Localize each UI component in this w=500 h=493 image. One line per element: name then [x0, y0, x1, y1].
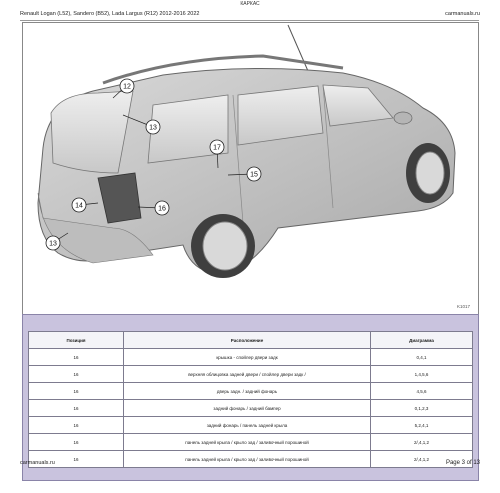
cell-location: задний фонарь / панель задней крыла [124, 417, 371, 434]
cell-diagram: 0,4,1 [371, 349, 473, 366]
column-header-position: Позиция [29, 332, 124, 349]
callout-label: 13 [149, 124, 157, 132]
table-header-row [29, 332, 473, 349]
cell-location: панель задней крыла / крыло зад / заливочный порошиной [124, 434, 371, 451]
table-row [29, 366, 473, 383]
page-number: Page 3 of 13 [445, 460, 480, 466]
footer-site-link[interactable]: carmanuals.ru [20, 460, 55, 466]
callout-label: 15 [250, 171, 258, 179]
header-divider [20, 20, 479, 21]
car-illustration-frame [22, 22, 479, 316]
cell-diagram: 1,4,5,6 [371, 366, 473, 383]
table-row [29, 434, 473, 451]
table-row [29, 349, 473, 366]
sealant-table-panel [22, 314, 479, 481]
callout-label: 17 [213, 144, 221, 152]
cell-position: 16 [29, 451, 124, 468]
cell-location: крышка - спойлер двери задк [124, 349, 371, 366]
cell-diagram: 2/,4,1,2 [371, 434, 473, 451]
cell-position: 16 [29, 349, 124, 366]
doc-header-site: carmanuals.ru [445, 11, 480, 17]
table-row [29, 400, 473, 417]
callout-label: 12 [123, 83, 131, 91]
sealant-table [28, 331, 473, 468]
cell-position: 16 [29, 366, 124, 383]
callout-label: 14 [75, 202, 83, 210]
column-header-location: Расположение [124, 332, 371, 349]
table-row [29, 383, 473, 400]
table-row [29, 451, 473, 468]
callout-label: 13 [49, 240, 57, 248]
cell-position: 16 [29, 434, 124, 451]
car-illustration [23, 23, 478, 315]
column-header-diagram: Диаграмма [371, 332, 473, 349]
cell-position: 16 [29, 417, 124, 434]
cell-location: задний фонарь / задний бампер [124, 400, 371, 417]
table-row [29, 417, 473, 434]
doc-section-title: КАРКАС [240, 1, 260, 7]
cell-location: панель задней крыла / крыло зад / заливочный порошиной [124, 451, 371, 468]
cell-diagram: 2/,4,1,2 [371, 451, 473, 468]
cell-position: 16 [29, 383, 124, 400]
figure-code: K1017 [456, 304, 470, 309]
cell-position: 16 [29, 400, 124, 417]
cell-location: дверь задн. / задний фонарь [124, 383, 371, 400]
cell-diagram: 0,1,2,3 [371, 400, 473, 417]
doc-header-title: Renault Logan (L52), Sandero (B52), Lada Largus (R12) 2012-2016 2022 [20, 11, 200, 17]
cell-diagram: 5,2,4,1 [371, 417, 473, 434]
cell-diagram: 4,5,6 [371, 383, 473, 400]
cell-location: верхняя облицовка задней двери / спойлер двери задк / [124, 366, 371, 383]
callout-label: 16 [158, 205, 166, 213]
